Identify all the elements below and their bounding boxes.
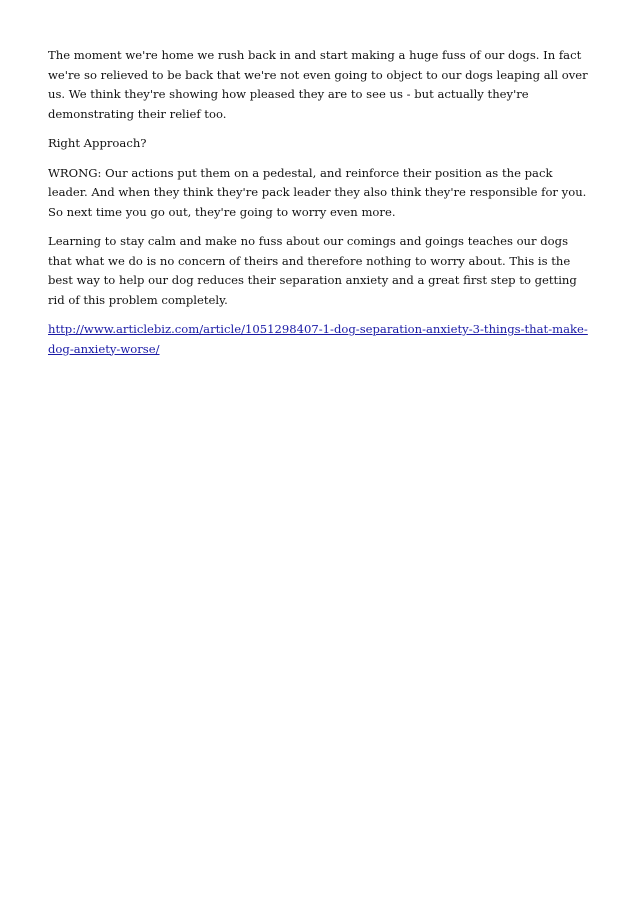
paragraph-stay-calm: Learning to stay calm and make no fuss about our comings and goings teaches our dogs that what we do is no concern of theirs and therefore nothing to worry about. This is the best way to help our dog reduces their separation anxiety and a great first step to getting rid of this problem completely. bbox=[48, 234, 577, 307]
paragraph-right-approach: Right Approach? bbox=[48, 136, 147, 150]
document-body bbox=[48, 46, 594, 369]
paragraph-wrong: WRONG: Our actions put them on a pedestal, and reinforce their position as the pack leader. And when they think they're pack leader they also think they're responsible for you. So next time you go out, they're going to worry even more. bbox=[48, 165, 587, 219]
paragraph-return-home: The moment we're home we rush back in and start making a huge fuss of our dogs. In fact we're so relieved to be back that we're not even going to object to our dogs leaping all over us. We think they're showing how pleased they are to see us - but actually they're demonstrating their relief too. bbox=[48, 48, 588, 121]
source-link-paragraph bbox=[48, 320, 594, 359]
source-link[interactable]: http://www.articlebiz.com/article/1051298407-1-dog-separation-anxiety-3-things-that-make-dog-anxiety-worse/ bbox=[48, 322, 588, 356]
